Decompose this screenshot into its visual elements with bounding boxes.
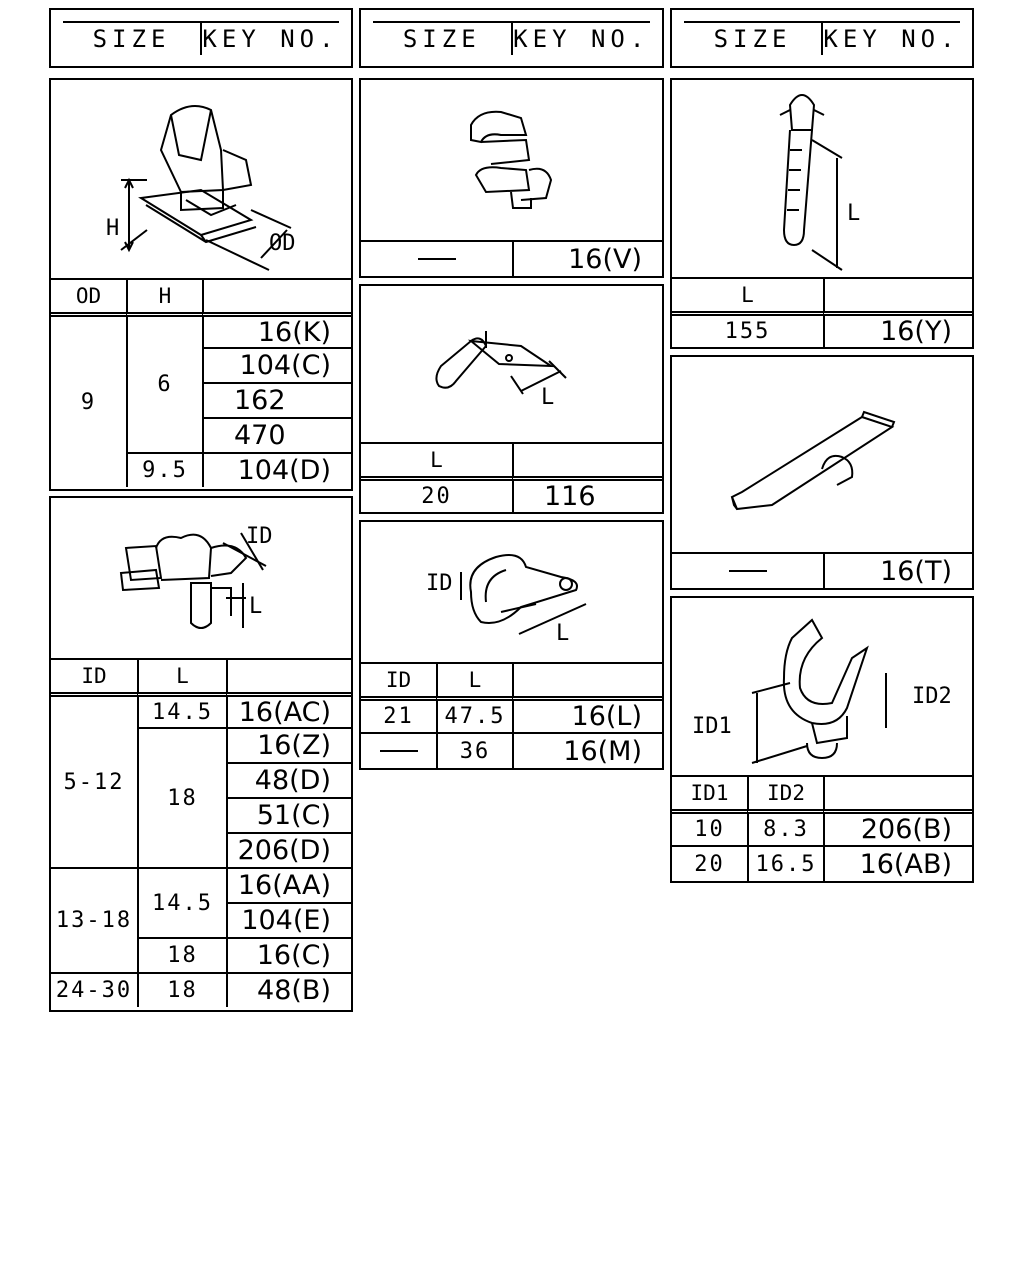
l-dim-label: L	[556, 621, 570, 646]
id-dim-label: ID	[426, 571, 453, 596]
bracket-illustration	[361, 286, 661, 446]
key-col-header	[226, 658, 351, 692]
clip-id-l-table	[51, 658, 351, 1010]
tie-panel	[670, 78, 974, 349]
l-col-header: L	[137, 658, 226, 692]
id-col-header: ID	[51, 658, 137, 692]
clip-od-h-panel	[49, 78, 353, 491]
tie-table	[672, 277, 972, 347]
id1-cell: 10	[672, 809, 747, 845]
id1-cell: 20	[672, 845, 747, 881]
size-header: SIZE	[402, 25, 481, 53]
od-col-header: OD	[51, 278, 126, 312]
key-col-header	[823, 277, 972, 311]
l-cell: 14.5	[137, 867, 226, 937]
key-no-header: KEY NO.	[200, 23, 339, 55]
clamp-illustration	[361, 522, 661, 672]
l-cell: 47.5	[436, 696, 512, 732]
key-no-header: KEY NO.	[821, 23, 960, 55]
clip-v-panel	[359, 78, 664, 278]
l-dim-label: L	[541, 385, 555, 410]
l-cell: 155	[672, 311, 823, 347]
key-col-header	[823, 775, 972, 809]
key-no-cell: 104(D)	[202, 452, 351, 487]
push-tie-illustration	[672, 80, 972, 280]
id2-col-header: ID2	[747, 775, 823, 809]
id-cell: 13-18	[51, 867, 137, 972]
id-col-header: ID	[361, 662, 436, 696]
dash-mark	[418, 258, 456, 260]
key-no-cell: 16(K)	[202, 312, 351, 347]
dash-mark	[729, 570, 767, 572]
id1-dim-label: ID1	[692, 714, 732, 739]
key-no-header: KEY NO.	[511, 23, 651, 55]
key-col-header	[512, 662, 662, 696]
key-no-cell: 16(AC)	[226, 692, 351, 727]
key-no-cell: 16(AB)	[823, 845, 972, 881]
size-cell	[361, 240, 512, 276]
id1-col-header: ID1	[672, 775, 747, 809]
h-col-header: H	[126, 278, 202, 312]
clip-id-l-panel	[49, 496, 353, 1012]
bracket-table	[361, 442, 662, 512]
key-no-cell: 51(C)	[226, 797, 351, 832]
od-dim-label: OD	[269, 231, 296, 256]
clip-v-table	[361, 240, 662, 276]
clamp-table	[361, 662, 662, 768]
key-no-cell: 206(B)	[823, 809, 972, 845]
column-header-2	[359, 8, 664, 68]
id2-cell: 16.5	[747, 845, 823, 881]
key-no-cell: 16(AA)	[226, 867, 351, 902]
key-col-header	[202, 278, 351, 312]
column-header-1	[49, 8, 353, 68]
l-cell: 14.5	[137, 692, 226, 727]
l-cell: 18	[137, 972, 226, 1007]
strap-table	[672, 552, 972, 588]
double-pipe-clip-illustration	[672, 598, 972, 783]
key-no-cell: 16(M)	[512, 732, 662, 768]
size-header: SIZE	[713, 25, 792, 53]
double-clip-illustration	[361, 80, 661, 240]
id-cell: 5-12	[51, 692, 137, 867]
h-cell: 9.5	[126, 452, 202, 487]
strap-panel	[670, 355, 974, 590]
key-no-cell: 16(Z)	[226, 727, 351, 762]
push-clip-illustration	[51, 80, 351, 280]
key-no-cell: 116	[512, 476, 662, 512]
column-header-3	[670, 8, 974, 68]
pipe-clip-illustration	[51, 498, 351, 658]
id2-dim-label: ID2	[912, 684, 952, 709]
l-col-header: L	[361, 442, 512, 476]
l-col-header: L	[672, 277, 823, 311]
id-cell: 24-30	[51, 972, 137, 1007]
h-dim-label: H	[106, 216, 120, 241]
key-no-cell: 104(E)	[226, 902, 351, 937]
key-no-cell: 104(C)	[202, 347, 351, 382]
size-header: SIZE	[92, 25, 171, 53]
key-no-cell: 162	[202, 382, 351, 417]
key-no-cell: 470	[202, 417, 351, 452]
l-cell: 18	[137, 727, 226, 867]
h-cell: 6	[126, 312, 202, 452]
clip-id1-id2-table	[672, 775, 972, 881]
key-no-cell: 48(B)	[226, 972, 351, 1007]
key-no-cell: 16(V)	[512, 240, 662, 276]
id2-cell: 8.3	[747, 809, 823, 845]
key-no-cell: 16(L)	[512, 696, 662, 732]
id-cell	[361, 732, 436, 768]
dash-mark	[380, 750, 418, 752]
clip-od-h-table	[51, 278, 351, 489]
l-dim-label: L	[847, 201, 861, 226]
id-dim-label: ID	[246, 524, 273, 549]
key-col-header	[512, 442, 662, 476]
l-cell: 36	[436, 732, 512, 768]
key-no-cell: 16(Y)	[823, 311, 972, 347]
l-cell: 18	[137, 937, 226, 972]
strap-illustration	[672, 357, 972, 557]
bracket-panel	[359, 284, 664, 514]
l-cell: 20	[361, 476, 512, 512]
clamp-panel	[359, 520, 664, 770]
l-col-header: L	[436, 662, 512, 696]
id-cell: 21	[361, 696, 436, 732]
key-no-cell: 206(D)	[226, 832, 351, 867]
key-no-cell: 16(T)	[823, 552, 972, 588]
clip-id1-id2-panel	[670, 596, 974, 883]
l-dim-label: L	[249, 594, 263, 619]
od-cell: 9	[51, 312, 126, 487]
key-no-cell: 48(D)	[226, 762, 351, 797]
key-no-cell: 16(C)	[226, 937, 351, 972]
size-cell	[672, 552, 823, 588]
